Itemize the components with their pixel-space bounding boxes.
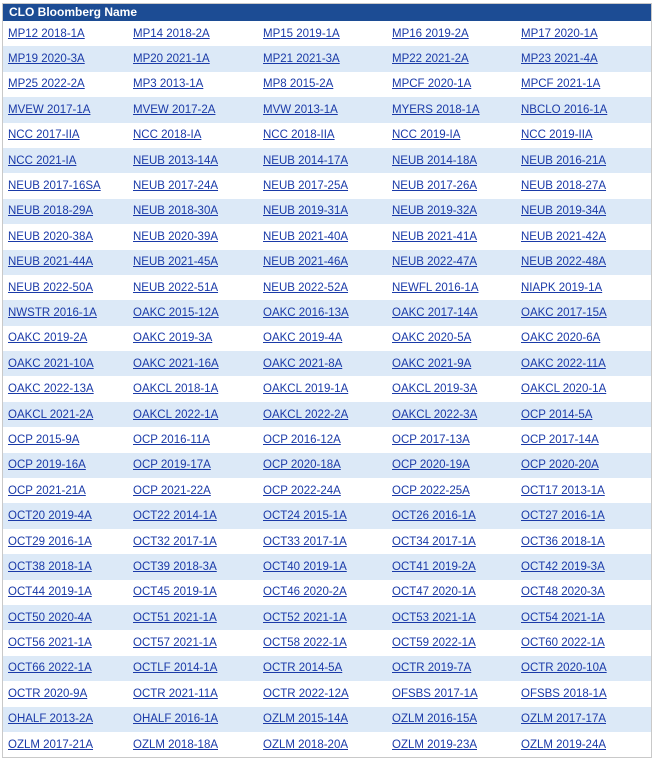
clo-name-link[interactable]: OCP 2019-17A <box>128 453 258 478</box>
clo-name-link[interactable]: NEUB 2022-48A <box>516 250 651 275</box>
clo-name-link[interactable]: OAKC 2019-3A <box>128 326 258 351</box>
table-row <box>3 224 651 249</box>
clo-name-link[interactable]: NEUB 2017-16SA <box>3 173 128 198</box>
clo-name-link[interactable]: OAKCL 2022-3A <box>387 402 516 427</box>
clo-name-link[interactable]: OCP 2021-22A <box>128 478 258 503</box>
clo-name-link[interactable]: NBCLO 2016-1A <box>516 97 651 122</box>
clo-name-link[interactable]: NEUB 2019-31A <box>258 199 387 224</box>
clo-name-link[interactable]: OZLM 2017-21A <box>3 732 128 757</box>
table-row <box>3 326 651 351</box>
clo-name-link[interactable]: NEUB 2016-21A <box>516 148 651 173</box>
table-header: CLO Bloomberg Name <box>3 4 651 21</box>
clo-name-link[interactable]: NEUB 2021-46A <box>258 250 387 275</box>
clo-name-link[interactable]: OCT27 2016-1A <box>516 503 651 528</box>
table-row <box>3 478 651 503</box>
clo-name-link[interactable]: OCP 2022-25A <box>387 478 516 503</box>
clo-name-link[interactable]: MP25 2022-2A <box>3 72 128 97</box>
table-row <box>3 376 651 401</box>
clo-name-link[interactable]: OAKC 2021-8A <box>258 351 387 376</box>
clo-name-link[interactable]: OCT39 2018-3A <box>128 554 258 579</box>
clo-name-link[interactable]: OCP 2016-11A <box>128 427 258 452</box>
clo-name-link[interactable]: OAKC 2021-16A <box>128 351 258 376</box>
clo-name-link[interactable]: OCT53 2021-1A <box>387 605 516 630</box>
clo-name-link[interactable]: OCTR 2014-5A <box>258 656 387 681</box>
table-row <box>3 630 651 655</box>
clo-name-link[interactable]: OCT24 2015-1A <box>258 503 387 528</box>
clo-name-link[interactable]: NCC 2019-IA <box>387 123 516 148</box>
clo-name-link[interactable]: OCT50 2020-4A <box>3 605 128 630</box>
clo-name-link[interactable]: OHALF 2016-1A <box>128 707 258 732</box>
clo-name-link[interactable]: OCTR 2019-7A <box>387 656 516 681</box>
table-row <box>3 605 651 630</box>
clo-name-link[interactable]: NEUB 2017-24A <box>128 173 258 198</box>
clo-name-link[interactable]: NEUB 2018-27A <box>516 173 651 198</box>
clo-name-link[interactable]: OZLM 2016-15A <box>387 707 516 732</box>
clo-name-link[interactable]: OCT29 2016-1A <box>3 529 128 554</box>
clo-name-link[interactable]: OCT54 2021-1A <box>516 605 651 630</box>
clo-name-link[interactable]: OFSBS 2017-1A <box>387 681 516 706</box>
clo-name-link[interactable]: NIAPK 2019-1A <box>516 275 651 300</box>
clo-name-link[interactable]: OCT52 2021-1A <box>258 605 387 630</box>
clo-name-link[interactable]: NEUB 2017-26A <box>387 173 516 198</box>
clo-name-link[interactable]: OAKCL 2020-1A <box>516 376 651 401</box>
clo-name-link[interactable]: MP23 2021-4A <box>516 46 651 71</box>
clo-name-link[interactable]: NEUB 2022-47A <box>387 250 516 275</box>
clo-name-link[interactable]: OCT66 2022-1A <box>3 656 128 681</box>
clo-name-link[interactable]: MP3 2013-1A <box>128 72 258 97</box>
clo-name-link[interactable]: OCT48 2020-3A <box>516 580 651 605</box>
clo-name-link[interactable]: OCP 2016-12A <box>258 427 387 452</box>
clo-name-link[interactable]: OCTR 2020-10A <box>516 656 651 681</box>
table-row <box>3 275 651 300</box>
clo-name-link[interactable]: OAKC 2019-4A <box>258 326 387 351</box>
clo-name-link[interactable]: OCT26 2016-1A <box>387 503 516 528</box>
clo-name-link[interactable]: NEUB 2019-32A <box>387 199 516 224</box>
clo-name-link[interactable]: OCTR 2022-12A <box>258 681 387 706</box>
clo-name-link[interactable]: OAKC 2015-12A <box>128 300 258 325</box>
clo-name-link[interactable]: NEUB 2022-51A <box>128 275 258 300</box>
table-row <box>3 503 651 528</box>
table-row <box>3 300 651 325</box>
clo-name-link[interactable]: OAKCL 2018-1A <box>128 376 258 401</box>
clo-name-link[interactable]: OAKCL 2019-3A <box>387 376 516 401</box>
clo-name-link[interactable]: MPCF 2021-1A <box>516 72 651 97</box>
clo-name-link[interactable]: OCP 2020-20A <box>516 453 651 478</box>
clo-name-link[interactable]: OCT36 2018-1A <box>516 529 651 554</box>
clo-name-link[interactable]: OAKC 2017-14A <box>387 300 516 325</box>
clo-name-link[interactable]: MP20 2021-1A <box>128 46 258 71</box>
clo-name-link[interactable]: OCT44 2019-1A <box>3 580 128 605</box>
clo-name-link[interactable]: OCT38 2018-1A <box>3 554 128 579</box>
clo-name-link[interactable]: OCTR 2021-11A <box>128 681 258 706</box>
clo-name-link[interactable]: OCT51 2021-1A <box>128 605 258 630</box>
clo-name-link[interactable]: OCP 2014-5A <box>516 402 651 427</box>
table-row <box>3 199 651 224</box>
table-row <box>3 351 651 376</box>
table-row <box>3 529 651 554</box>
clo-name-link[interactable]: OCT56 2021-1A <box>3 630 128 655</box>
clo-name-link[interactable]: MP16 2019-2A <box>387 21 516 46</box>
clo-name-link[interactable]: OCT20 2019-4A <box>3 503 128 528</box>
clo-name-link[interactable]: OZLM 2019-23A <box>387 732 516 757</box>
table-row <box>3 580 651 605</box>
clo-name-link[interactable]: MP17 2020-1A <box>516 21 651 46</box>
clo-name-link[interactable]: OCT58 2022-1A <box>258 630 387 655</box>
clo-name-link[interactable]: MPCF 2020-1A <box>387 72 516 97</box>
table-row <box>3 453 651 478</box>
table-row <box>3 97 651 122</box>
clo-name-link[interactable]: OCT47 2020-1A <box>387 580 516 605</box>
table-row <box>3 707 651 732</box>
clo-name-link[interactable]: OAKC 2022-11A <box>516 351 651 376</box>
clo-name-link[interactable]: MVEW 2017-1A <box>3 97 128 122</box>
clo-name-link[interactable]: OCT45 2019-1A <box>128 580 258 605</box>
clo-name-link[interactable]: NWSTR 2016-1A <box>3 300 128 325</box>
clo-name-link[interactable]: OAKC 2020-6A <box>516 326 651 351</box>
clo-name-link[interactable]: OZLM 2017-17A <box>516 707 651 732</box>
clo-name-link[interactable]: OCT42 2019-3A <box>516 554 651 579</box>
table-row <box>3 148 651 173</box>
clo-name-link[interactable]: OAKC 2020-5A <box>387 326 516 351</box>
clo-name-link[interactable]: OCT34 2017-1A <box>387 529 516 554</box>
clo-name-link[interactable]: NCC 2018-IA <box>128 123 258 148</box>
clo-name-link[interactable]: MP21 2021-3A <box>258 46 387 71</box>
clo-name-link[interactable]: OCT40 2019-1A <box>258 554 387 579</box>
clo-name-link[interactable]: NEUB 2014-17A <box>258 148 387 173</box>
clo-name-link[interactable]: OAKCL 2019-1A <box>258 376 387 401</box>
table-row <box>3 72 651 97</box>
clo-name-link[interactable]: NEUB 2013-14A <box>128 148 258 173</box>
clo-name-link[interactable]: OCP 2017-14A <box>516 427 651 452</box>
clo-name-link[interactable]: MP12 2018-1A <box>3 21 128 46</box>
clo-name-link[interactable]: OCT32 2017-1A <box>128 529 258 554</box>
clo-name-link[interactable]: OCT59 2022-1A <box>387 630 516 655</box>
table-row <box>3 250 651 275</box>
clo-name-link[interactable]: OCP 2022-24A <box>258 478 387 503</box>
table-row <box>3 554 651 579</box>
clo-name-table <box>3 21 651 757</box>
clo-name-link[interactable]: NEUB 2022-52A <box>258 275 387 300</box>
clo-name-link[interactable]: NEUB 2022-50A <box>3 275 128 300</box>
clo-name-link[interactable]: MVW 2013-1A <box>258 97 387 122</box>
clo-name-link[interactable]: NEUB 2021-42A <box>516 224 651 249</box>
clo-name-link[interactable]: OCP 2020-18A <box>258 453 387 478</box>
clo-name-link[interactable]: OAKC 2021-10A <box>3 351 128 376</box>
clo-name-link[interactable]: OCT22 2014-1A <box>128 503 258 528</box>
clo-name-link[interactable]: NCC 2019-IIA <box>516 123 651 148</box>
table-row <box>3 173 651 198</box>
clo-name-link[interactable]: NEUB 2018-30A <box>128 199 258 224</box>
clo-name-link[interactable]: MYERS 2018-1A <box>387 97 516 122</box>
table-row <box>3 681 651 706</box>
table-row <box>3 656 651 681</box>
clo-name-link[interactable]: OCP 2020-19A <box>387 453 516 478</box>
clo-name-link[interactable]: OAKC 2017-15A <box>516 300 651 325</box>
clo-name-table-panel <box>2 3 652 758</box>
clo-name-link[interactable]: OCP 2019-16A <box>3 453 128 478</box>
clo-name-link[interactable]: MP8 2015-2A <box>258 72 387 97</box>
table-row <box>3 123 651 148</box>
clo-name-link[interactable]: OAKC 2022-13A <box>3 376 128 401</box>
clo-name-link[interactable]: NEUB 2020-39A <box>128 224 258 249</box>
clo-name-link[interactable]: OAKC 2021-9A <box>387 351 516 376</box>
clo-name-link[interactable]: OCTLF 2014-1A <box>128 656 258 681</box>
clo-name-link[interactable]: NEUB 2018-29A <box>3 199 128 224</box>
clo-name-link[interactable]: NEUB 2021-41A <box>387 224 516 249</box>
clo-name-link[interactable]: OCT41 2019-2A <box>387 554 516 579</box>
clo-name-link[interactable]: OZLM 2018-18A <box>128 732 258 757</box>
clo-name-link[interactable]: OCP 2017-13A <box>387 427 516 452</box>
clo-name-link[interactable]: NCC 2021-IA <box>3 148 128 173</box>
clo-name-link[interactable]: OCTR 2020-9A <box>3 681 128 706</box>
clo-name-link[interactable]: NEUB 2021-45A <box>128 250 258 275</box>
clo-name-link[interactable]: OZLM 2019-24A <box>516 732 651 757</box>
clo-name-link[interactable]: OAKCL 2021-2A <box>3 402 128 427</box>
clo-name-link[interactable]: OAKCL 2022-2A <box>258 402 387 427</box>
table-row <box>3 732 651 757</box>
clo-name-link[interactable]: OHALF 2013-2A <box>3 707 128 732</box>
clo-name-link[interactable]: NEUB 2019-34A <box>516 199 651 224</box>
clo-name-link[interactable]: MP14 2018-2A <box>128 21 258 46</box>
clo-name-link[interactable]: OCT33 2017-1A <box>258 529 387 554</box>
clo-name-link[interactable]: NEUB 2020-38A <box>3 224 128 249</box>
clo-name-link[interactable]: OAKC 2019-2A <box>3 326 128 351</box>
clo-name-link[interactable]: MP15 2019-1A <box>258 21 387 46</box>
clo-name-link[interactable]: NCC 2018-IIA <box>258 123 387 148</box>
clo-name-link[interactable]: MVEW 2017-2A <box>128 97 258 122</box>
table-row <box>3 46 651 71</box>
table-row <box>3 427 651 452</box>
clo-name-link[interactable]: MP22 2021-2A <box>387 46 516 71</box>
clo-name-link[interactable]: NEUB 2017-25A <box>258 173 387 198</box>
clo-name-link[interactable]: OCT57 2021-1A <box>128 630 258 655</box>
clo-name-link[interactable]: NEUB 2021-40A <box>258 224 387 249</box>
clo-name-link[interactable]: OZLM 2018-20A <box>258 732 387 757</box>
clo-name-link[interactable]: OAKCL 2022-1A <box>128 402 258 427</box>
clo-name-link[interactable]: NCC 2017-IIA <box>3 123 128 148</box>
clo-name-link[interactable]: NEUB 2021-44A <box>3 250 128 275</box>
clo-name-link[interactable]: OFSBS 2018-1A <box>516 681 651 706</box>
clo-name-link[interactable]: MP19 2020-3A <box>3 46 128 71</box>
clo-name-link[interactable]: OCP 2015-9A <box>3 427 128 452</box>
clo-name-link[interactable]: OCT46 2020-2A <box>258 580 387 605</box>
table-body <box>3 21 651 757</box>
clo-name-link[interactable]: OCT17 2013-1A <box>516 478 651 503</box>
clo-name-link[interactable]: OAKC 2016-13A <box>258 300 387 325</box>
table-row <box>3 21 651 46</box>
clo-name-link[interactable]: OCP 2021-21A <box>3 478 128 503</box>
clo-name-link[interactable]: OZLM 2015-14A <box>258 707 387 732</box>
table-row <box>3 402 651 427</box>
clo-name-link[interactable]: NEWFL 2016-1A <box>387 275 516 300</box>
clo-name-link[interactable]: OCT60 2022-1A <box>516 630 651 655</box>
clo-name-link[interactable]: NEUB 2014-18A <box>387 148 516 173</box>
